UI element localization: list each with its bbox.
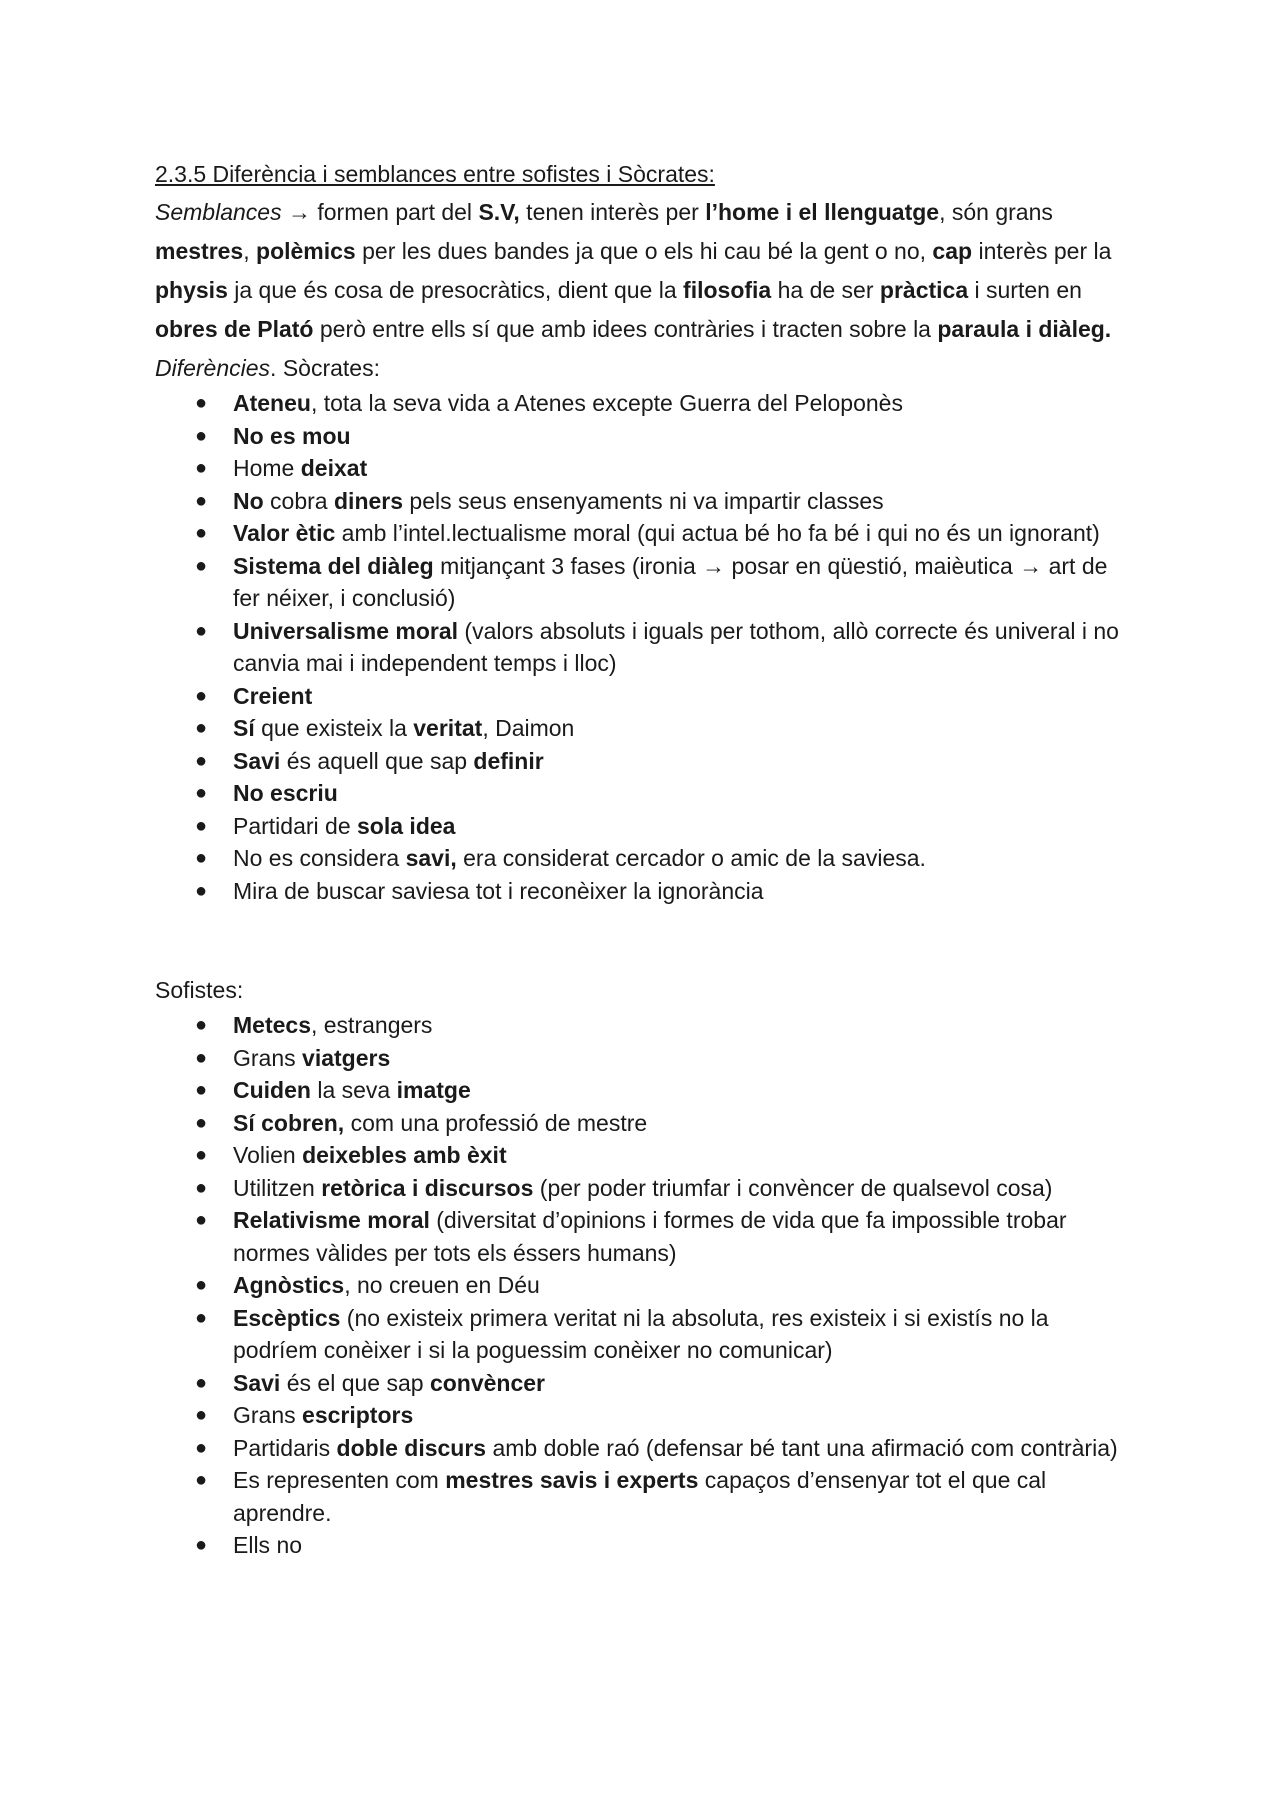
text-run: és aquell que sap xyxy=(280,747,474,774)
text-run: obres de Plató xyxy=(155,316,314,342)
text-run: Escèptics xyxy=(233,1304,341,1331)
list-item xyxy=(155,875,1135,908)
text-run: , xyxy=(243,238,257,264)
text-run: per les dues bandes ja que o els hi cau bé la gent o no, xyxy=(355,238,933,264)
list-item xyxy=(155,810,1135,843)
list-item xyxy=(155,842,1135,875)
text-run: (valors absoluts i iguals per tothom, allò correcte és univeral i no canvia mai i independent temps i lloc) xyxy=(233,617,1119,676)
bullet-icon: ● xyxy=(195,1274,208,1296)
bullet-icon: ● xyxy=(195,1306,208,1329)
text-run: , no creuen en Déu xyxy=(344,1272,540,1298)
list-item xyxy=(155,680,1135,713)
text-run: Volien xyxy=(233,1142,303,1168)
bullet-icon: ● xyxy=(195,489,208,512)
text-run: que existeix la xyxy=(254,715,414,741)
bullet-icon: ● xyxy=(195,619,208,642)
text-run: l’home i el llenguatge xyxy=(705,199,940,225)
text-run: com una professió de mestre xyxy=(344,1109,648,1136)
text-run: mitjançant 3 fases (ironia → posar en qüestió, maièutica → art de fer néixer, i conclusió) xyxy=(233,552,1108,611)
text-run: Partidari de xyxy=(233,812,358,839)
bullet-icon: ● xyxy=(195,1469,208,1491)
bullet-icon: ● xyxy=(195,1436,208,1459)
list-item xyxy=(155,1042,1135,1075)
list-item xyxy=(155,1367,1135,1400)
text-run: No es considera xyxy=(233,845,406,871)
text-run: (per poder triumfar i convèncer de qualsevol cosa) xyxy=(533,1174,1053,1201)
text-run: Metecs xyxy=(233,1012,311,1038)
text-run: retòrica i discursos xyxy=(321,1174,534,1201)
list-item xyxy=(155,1464,1135,1529)
text-run: . Sòcrates: xyxy=(270,355,380,381)
text-run: Mira de buscar saviesa tot i reconèixer la ignorància xyxy=(233,877,764,904)
text-run: però entre ells sí que amb idees contràries i tracten sobre la xyxy=(313,316,938,342)
bullet-icon: ● xyxy=(195,522,208,544)
text-run: mestres xyxy=(155,238,244,264)
text-run: interès per la xyxy=(972,238,1112,264)
text-run: Sí xyxy=(233,715,255,741)
bullet-icon: ● xyxy=(195,1534,208,1556)
text-run: capaços d’ensenyar tot el que cal aprendre. xyxy=(233,1467,1047,1526)
bullet-icon: ● xyxy=(195,782,208,804)
list-item xyxy=(155,1529,1135,1562)
text-run: Partidaris xyxy=(233,1434,337,1461)
text-run: → formen part del xyxy=(281,199,479,225)
text-run: Sistema del diàleg xyxy=(233,552,434,579)
list-item xyxy=(155,1204,1135,1269)
text-run: S.V, xyxy=(478,199,520,225)
bullet-icon: ● xyxy=(195,1176,208,1199)
text-run: ha de ser xyxy=(771,277,880,303)
text-run: pràctica xyxy=(879,277,969,303)
sofistes-label: Sofistes: xyxy=(155,977,244,1003)
text-run: Agnòstics xyxy=(233,1272,345,1298)
list-item xyxy=(155,550,1135,615)
text-run: Ells no xyxy=(233,1532,303,1558)
text-run: Valor ètic xyxy=(233,520,336,546)
bullet-icon: ● xyxy=(195,424,208,447)
text-run: Utilitzen xyxy=(233,1174,322,1201)
list-item xyxy=(155,485,1135,518)
text-run: polèmics xyxy=(256,238,356,264)
text-run: era considerat cercador o amic de la saviesa. xyxy=(456,845,926,871)
text-run: mestres savis i experts xyxy=(445,1467,699,1493)
text-run: veritat xyxy=(413,715,483,741)
list-item xyxy=(155,777,1135,810)
text-run: , estrangers xyxy=(310,1012,433,1038)
list-item xyxy=(155,1009,1135,1042)
list-item xyxy=(155,745,1135,778)
bullet-icon: ● xyxy=(195,814,208,837)
text-run: No escriu xyxy=(233,780,338,806)
text-run: ja que és cosa de presocràtics, dient que la xyxy=(227,277,684,303)
bullet-icon: ● xyxy=(195,1144,208,1166)
text-run: No xyxy=(233,487,264,514)
text-run: deixebles amb èxit xyxy=(302,1142,507,1168)
list-item xyxy=(155,1172,1135,1205)
text-run: Sí cobren, xyxy=(233,1109,345,1136)
text-run: Es representen com xyxy=(233,1467,446,1493)
bullet-icon: ● xyxy=(195,847,208,869)
text-run: i surten en xyxy=(968,277,1082,303)
text-run: deixat xyxy=(300,455,368,481)
text-run: definir xyxy=(473,747,544,774)
text-run: savi, xyxy=(405,845,457,871)
text-run: Cuiden xyxy=(233,1077,311,1103)
text-run: amb l’intel.lectualisme moral (qui actua bé ho fa bé i qui no és un ignorant) xyxy=(335,520,1100,546)
list-item xyxy=(155,1139,1135,1172)
text-run: doble discurs xyxy=(336,1434,487,1461)
sofistes-list xyxy=(155,1009,1135,1562)
text-run: Grans xyxy=(233,1044,303,1071)
text-run: Ateneu xyxy=(233,390,311,416)
text-run: Semblances xyxy=(155,199,282,225)
list-item xyxy=(155,1432,1135,1465)
bullet-icon: ● xyxy=(195,1111,208,1134)
text-run: Home xyxy=(233,455,301,481)
text-run: imatge xyxy=(396,1077,471,1103)
text-run: cobra xyxy=(263,487,334,514)
text-run: Diferències xyxy=(155,355,271,381)
text-run: No es mou xyxy=(233,422,351,449)
bullet-icon: ● xyxy=(195,1209,208,1231)
list-item xyxy=(155,712,1135,745)
text-run: diners xyxy=(334,487,404,514)
text-run: pels seus ensenyaments ni va impartir classes xyxy=(403,487,884,514)
text-run: la seva xyxy=(310,1077,397,1103)
text-run: és el que sap xyxy=(280,1369,430,1396)
spacer xyxy=(155,907,1135,971)
text-run: Universalisme moral xyxy=(233,617,459,644)
bullet-icon: ● xyxy=(195,684,208,707)
text-run: sola idea xyxy=(357,812,456,839)
text-run: , tota la seva vida a Atenes excepte Guerra del Peloponès xyxy=(310,390,903,416)
text-run: paraula i diàleg. xyxy=(937,316,1112,342)
text-run: viatgers xyxy=(302,1044,391,1071)
text-run: escriptors xyxy=(302,1402,414,1428)
bullet-icon: ● xyxy=(195,1046,208,1069)
bullet-icon: ● xyxy=(195,1014,208,1036)
text-run: Savi xyxy=(233,1369,281,1396)
diferencies-label xyxy=(155,349,1135,387)
bullet-icon: ● xyxy=(195,1404,208,1426)
text-run: Grans xyxy=(233,1402,303,1428)
list-item xyxy=(155,420,1135,453)
text-run: cap xyxy=(932,238,973,264)
list-item xyxy=(155,615,1135,680)
bullet-icon: ● xyxy=(195,879,208,902)
list-item xyxy=(155,1269,1135,1302)
list-item xyxy=(155,1302,1135,1367)
bullet-icon: ● xyxy=(195,392,208,414)
list-item xyxy=(155,1074,1135,1107)
text-run: amb doble raó (defensar bé tant una afirmació com contrària) xyxy=(486,1434,1118,1461)
text-run: Relativisme moral xyxy=(233,1207,430,1233)
bullet-icon: ● xyxy=(195,1079,208,1101)
list-item xyxy=(155,387,1135,420)
list-item xyxy=(155,517,1135,550)
text-run: Savi xyxy=(233,747,281,774)
text-run: convèncer xyxy=(429,1369,545,1396)
semblances-paragraph xyxy=(155,193,1135,349)
document-page xyxy=(155,155,1135,1562)
bullet-icon: ● xyxy=(195,1371,208,1394)
text-run: , Daimon xyxy=(482,715,575,741)
bullet-icon: ● xyxy=(195,749,208,772)
bullet-icon: ● xyxy=(195,457,208,479)
list-item xyxy=(155,1107,1135,1140)
text-run: , són grans xyxy=(939,199,1053,225)
text-run: filosofia xyxy=(683,277,772,303)
text-run: Creient xyxy=(233,682,313,709)
socrates-list xyxy=(155,387,1135,907)
text-run: (diversitat d’opinions i formes de vida que fa impossible trobar normes vàlides per tots els éssers humans) xyxy=(233,1207,1067,1266)
bullet-icon: ● xyxy=(195,554,208,577)
list-item xyxy=(155,1399,1135,1432)
text-run: tenen interès per xyxy=(519,199,706,225)
bullet-icon: ● xyxy=(195,717,208,739)
text-run: (no existeix primera veritat ni la absoluta, res existeix i si existís no la podríem conèixer i si la poguessim conèixer no comunicar) xyxy=(233,1304,1049,1363)
list-item xyxy=(155,452,1135,485)
text-run: physis xyxy=(155,277,228,303)
section-heading: 2.3.5 Diferència i semblances entre sofistes i Sòcrates: xyxy=(155,161,715,187)
